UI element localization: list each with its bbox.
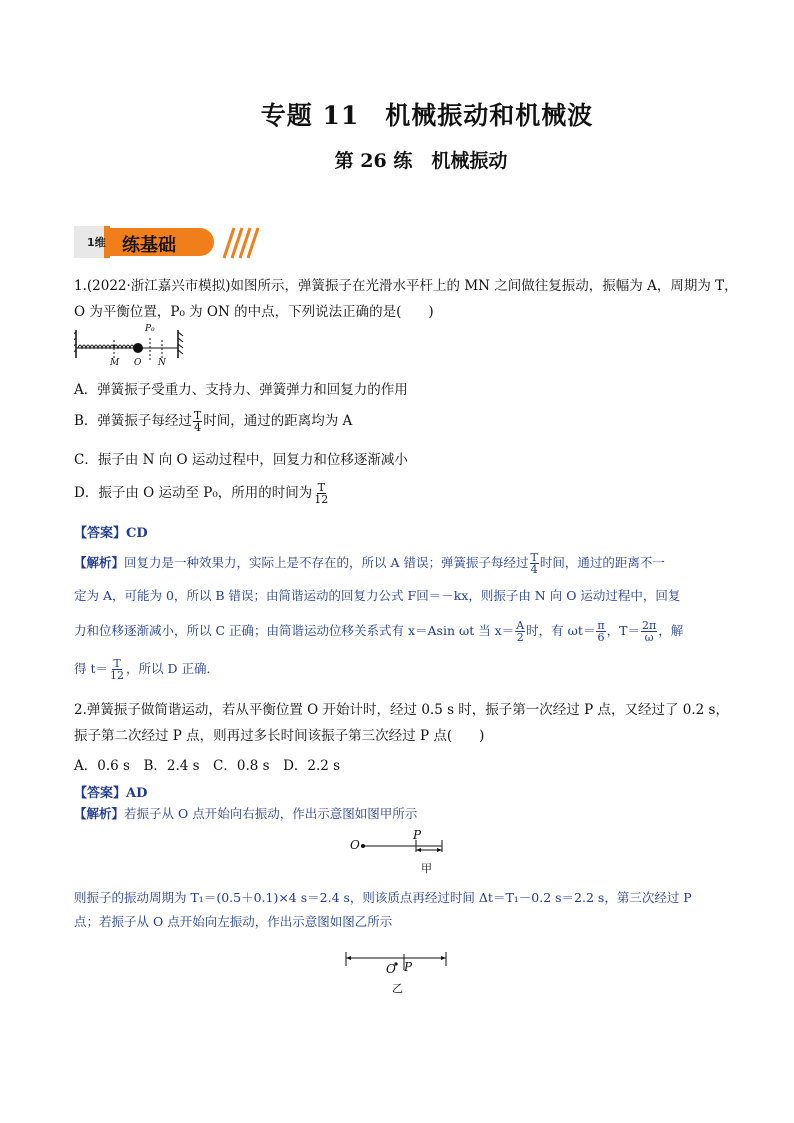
q1-analysis-f3-den: ω	[644, 631, 654, 644]
q1-option-d	[74, 482, 330, 505]
fig2-caption: 乙	[392, 982, 403, 995]
q1-analysis-tag: 【解析】	[74, 555, 125, 570]
fig2-label-o: O	[386, 962, 396, 976]
q2-answer: 【答案】AD	[74, 786, 148, 801]
q2-stem-line1: 2.弹簧振子做简谐运动，若从平衡位置 O 开始计时，经过 0.5 s 时，振子第一次经过 P 点，又经过了 0.2 s，	[74, 702, 729, 718]
q2-analysis-text1: 若振子从 O 点开始向右振动，作出示意图如图甲所示	[124, 806, 418, 821]
q1-answer: 【答案】CD	[74, 526, 148, 541]
q1-analysis-f1-den: 2	[516, 631, 524, 644]
q1-option-b-num: T	[193, 409, 202, 422]
q1-analysis-line1	[74, 552, 665, 575]
q1-analysis-f4-den: 12	[110, 669, 124, 682]
q1-analysis-f4-num: T	[113, 657, 121, 670]
q1-analysis-post: ，解	[658, 623, 684, 638]
q1-analysis-text1b: 时间，通过的距离不一	[539, 555, 665, 570]
q1-option-d-pre: D．振子由 O 运动至 P₀，所用的时间为	[74, 485, 313, 501]
q1-analysis-line3	[74, 620, 683, 643]
q1-analysis-text4: 得 t＝	[74, 661, 108, 676]
q2-analysis-line1	[74, 804, 417, 824]
q1-option-c: C．振子由 N 向 O 运动过程中，回复力和位移逐渐减小	[74, 452, 408, 468]
q2-analysis-line3: 点；若振子从 O 点开始向左振动，作出示意图如图乙所示	[74, 914, 393, 929]
fig-label-p0: P₀	[145, 324, 155, 334]
q2-stem-line2: 振子第二次经过 P 点，则再过多长时间该振子第三次经过 P 点( )	[74, 728, 485, 744]
q1-analysis-text1: 回复力是一种效果力，实际上是不存在的，所以 A 错误；弹簧振子每经过	[124, 555, 529, 570]
q1-analysis-mid2: ，T＝	[606, 623, 640, 638]
q1-analysis-f1-num: A	[516, 619, 525, 632]
q1-option-b-den: 4	[194, 421, 202, 434]
q1-analysis-f2-den: 6	[597, 631, 605, 644]
fig-label-o: O	[134, 358, 142, 368]
q1-option-a: A．弹簧振子受重力、支持力、弹簧弹力和回复力的作用	[74, 382, 408, 398]
page-subtitle: 第 26 练 机械振动	[334, 150, 508, 172]
q1-analysis-frac1-num: T	[530, 551, 538, 564]
fig1-caption: 甲	[421, 862, 432, 875]
q1-option-b	[74, 410, 352, 433]
q1-spring-figure	[74, 326, 184, 370]
q2-figure-jia	[350, 830, 460, 874]
q1-analysis-f3-num: 2π	[641, 619, 657, 632]
q1-option-d-den: 12	[314, 493, 329, 506]
q1-analysis-frac1-den: 4	[530, 563, 538, 576]
section-banner	[74, 224, 264, 260]
q1-analysis-mid: 时，有 ωt＝	[526, 623, 596, 638]
banner-badge: 1维	[87, 236, 106, 249]
fig-label-m: M	[110, 358, 120, 368]
q1-analysis-line4	[74, 658, 219, 681]
fig2-label-p: P	[404, 960, 413, 974]
q2-figure-yi	[344, 944, 454, 994]
q2-analysis-line2: 则振子的振动周期为 T₁＝(0.5＋0.1)×4 s＝2.4 s，则该质点再经过时间 Δt＝T₁－0.2 s＝2.2 s，第三次经过 P	[74, 890, 692, 905]
q1-analysis-text3: 力和位移逐渐减小，所以 C 正确；由简谐运动位移关系式有 x＝Asin ωt 当 x＝	[74, 623, 515, 638]
banner-label: 练基础	[122, 235, 176, 256]
q1-stem-line1: 1.(2022·浙江嘉兴市模拟)如图所示，弹簧振子在光滑水平杆上的 MN 之间做往复振动，振幅为 A，周期为 T，	[74, 278, 738, 294]
q1-option-b-post: 时间，通过的距离均为 A	[203, 413, 353, 429]
page-title: 专题 11 机械振动和机械波	[260, 101, 594, 130]
q1-analysis-line2: 定为 A，可能为 0，所以 B 错误；由简谐运动的回复力公式 F回＝－kx，则振子由 N 向 O 运动过程中，回复	[74, 588, 681, 603]
q1-option-d-num: T	[317, 481, 325, 494]
q1-option-b-pre: B．弹簧振子每经过	[74, 413, 192, 429]
q1-analysis-f2-num: π	[597, 619, 605, 632]
q2-analysis-tag: 【解析】	[74, 806, 125, 821]
fig1-label-o: O	[350, 838, 360, 852]
fig-label-n: N	[158, 358, 166, 368]
q1-stem-line2: O 为平衡位置，P₀ 为 ON 的中点，下列说法正确的是( )	[74, 304, 434, 320]
q2-options: A．0.6 s B．2.4 s C．0.8 s D．2.2 s	[74, 758, 341, 774]
q1-analysis-text4b: ，所以 D 正确．	[126, 661, 219, 676]
fig1-label-p: P	[413, 828, 422, 842]
